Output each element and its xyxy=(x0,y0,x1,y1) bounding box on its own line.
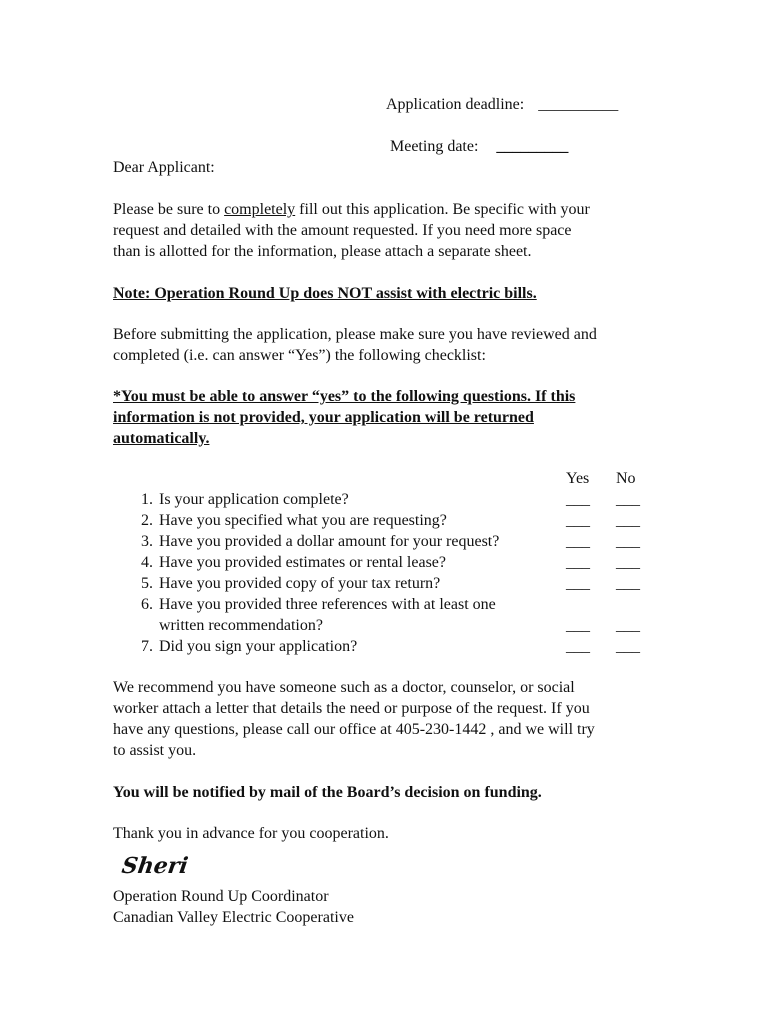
recommend-line-3: have any questions, please call our office at 405-230-1442 , and we will try xyxy=(113,721,595,738)
intro-line-2: request and detailed with the amount requested. If you need more space xyxy=(113,222,572,239)
before-paragraph xyxy=(113,324,658,366)
no-blank[interactable]: ___ xyxy=(616,554,640,571)
yes-blank[interactable]: ___ xyxy=(566,617,590,634)
recommend-line-1: We recommend you have someone such as a doctor, counselor, or social xyxy=(113,679,575,696)
item-question: Have you provided estimates or rental lease? xyxy=(159,554,446,571)
deadline-blank[interactable]: __________ xyxy=(538,96,619,113)
item-question: Is your application complete? xyxy=(159,491,349,508)
yes-blank[interactable]: ___ xyxy=(566,638,590,655)
yes-blank[interactable]: ___ xyxy=(566,554,590,571)
before-line-1: Before submitting the application, please make sure you have reviewed and xyxy=(113,326,597,343)
item-question: Have you provided three references with at least one xyxy=(159,596,496,613)
checklist-item xyxy=(113,636,653,657)
signer-title: Operation Round Up Coordinator xyxy=(113,888,329,905)
no-blank[interactable]: ___ xyxy=(616,533,640,550)
item-number: 4. xyxy=(141,554,153,571)
item-number: 6. xyxy=(141,596,153,613)
item-question: Have you provided a dollar amount for your request? xyxy=(159,533,500,550)
checklist-item xyxy=(113,531,653,552)
no-blank[interactable]: ___ xyxy=(616,617,640,634)
no-blank[interactable]: ___ xyxy=(616,491,640,508)
no-blank[interactable]: ___ xyxy=(616,575,640,592)
recommend-line-2: worker attach a letter that details the need or purpose of the request. If you xyxy=(113,700,590,717)
meeting-label: Meeting date: xyxy=(390,138,479,155)
yes-blank[interactable]: ___ xyxy=(566,512,590,529)
warning-paragraph xyxy=(113,386,658,449)
intro-pre: Please be sure to xyxy=(113,201,225,218)
item-question: Have you specified what you are requesting? xyxy=(159,512,447,529)
warning-line-2: information is not provided, your application will be returned xyxy=(113,409,534,426)
no-blank[interactable]: ___ xyxy=(616,638,640,655)
recommend-paragraph xyxy=(113,677,673,761)
yes-column-header: Yes xyxy=(566,470,590,487)
checklist-item xyxy=(113,489,653,510)
yes-blank[interactable]: ___ xyxy=(566,575,590,592)
warning-line-1: *You must be able to answer “yes” to the following questions. If this xyxy=(113,388,576,405)
notify-statement: You will be notified by mail of the Board’s decision on funding. xyxy=(113,784,542,801)
intro-line-1 xyxy=(113,199,658,220)
item-number: 1. xyxy=(141,491,153,508)
checklist-item xyxy=(113,552,653,573)
recommend-line-4: to assist you. xyxy=(113,742,197,759)
intro-emphasis: completely xyxy=(224,201,296,218)
deadline-label: Application deadline: xyxy=(386,96,525,113)
before-line-2: completed (i.e. can answer “Yes”) the following checklist: xyxy=(113,347,486,364)
salutation: Dear Applicant: xyxy=(113,159,215,176)
no-blank[interactable]: ___ xyxy=(616,512,640,529)
item-number: 2. xyxy=(141,512,153,529)
checklist-item xyxy=(113,594,653,636)
yes-blank[interactable]: ___ xyxy=(566,491,590,508)
yes-blank[interactable]: ___ xyxy=(566,533,590,550)
meeting-blank[interactable]: _________ xyxy=(496,138,569,155)
signature: Sheri xyxy=(120,853,190,879)
item-number: 5. xyxy=(141,575,153,592)
signer-organization: Canadian Valley Electric Cooperative xyxy=(113,909,354,926)
intro-line1-post: fill out this application. Be specific with your xyxy=(295,201,590,218)
application-deadline-field xyxy=(386,94,618,115)
checklist-item xyxy=(113,573,653,594)
meeting-date-field xyxy=(390,136,568,157)
warning-line-3: automatically. xyxy=(113,430,210,447)
item-question-continued: written recommendation? xyxy=(159,617,323,634)
item-question: Did you sign your application? xyxy=(159,638,358,655)
no-column-header: No xyxy=(616,470,636,487)
item-number: 3. xyxy=(141,533,153,550)
item-question: Have you provided copy of your tax return? xyxy=(159,575,441,592)
intro-paragraph xyxy=(113,199,658,262)
intro-line-3: than is allotted for the information, please attach a separate sheet. xyxy=(113,243,532,260)
checklist-item xyxy=(113,510,653,531)
thanks-line: Thank you in advance for you cooperation. xyxy=(113,825,389,842)
note-electric-bills: Note: Operation Round Up does NOT assist with electric bills. xyxy=(113,285,537,302)
item-number: 7. xyxy=(141,638,153,655)
